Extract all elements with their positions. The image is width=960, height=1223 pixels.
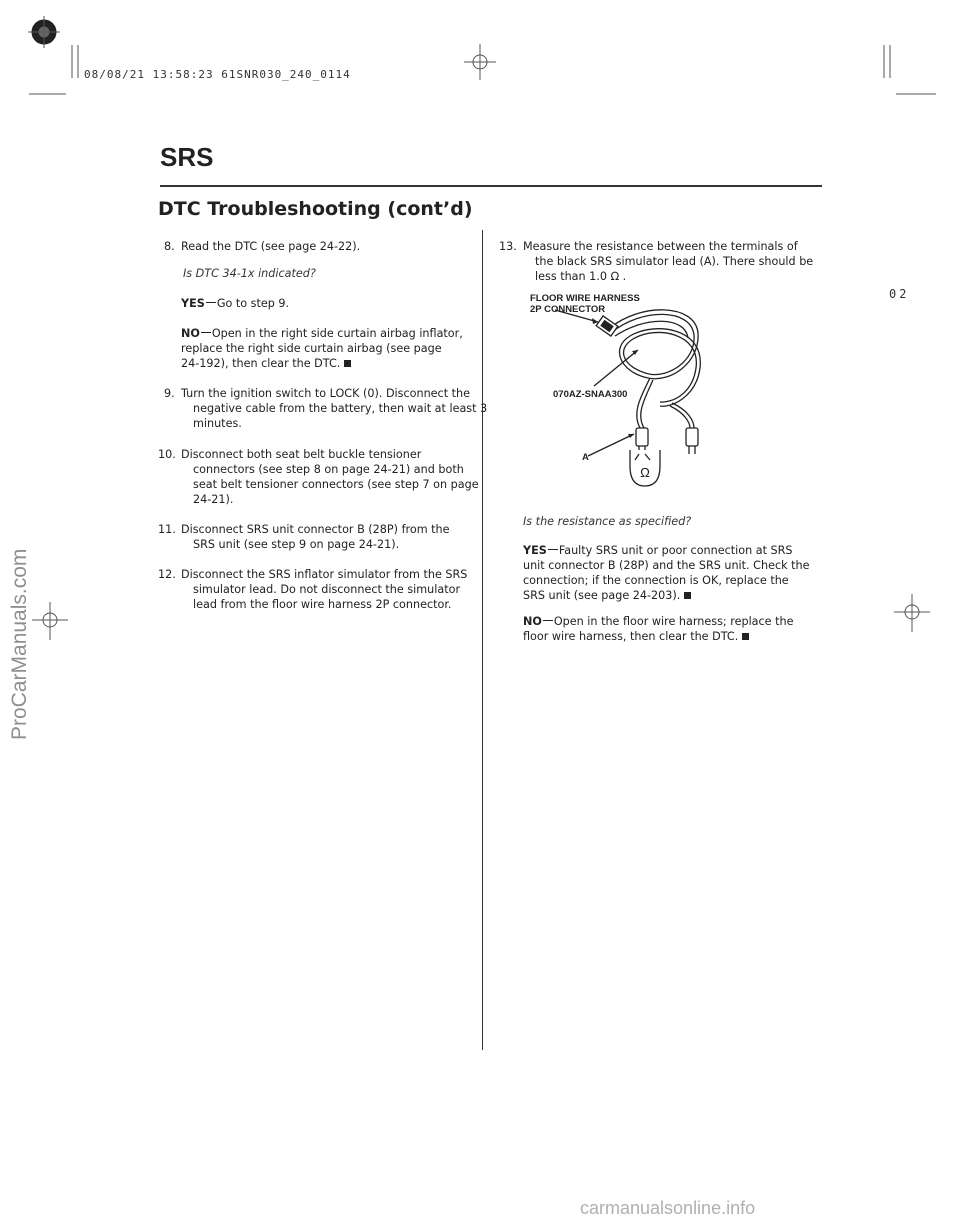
no-label: NO: [523, 615, 542, 628]
end-square-icon: [742, 633, 749, 640]
footer-watermark: carmanualsonline.info: [580, 1198, 756, 1218]
print-stamp: 08/08/21 13:58:23 61SNR030_240_0114: [84, 68, 351, 81]
right-column: [482, 0, 960, 1223]
step-8-question: Is DTC 34-1x indicated?: [183, 267, 316, 280]
step-9-text-2: negative cable from the battery, then wait at least 3: [193, 402, 488, 415]
step-8-number: 8.: [164, 240, 175, 253]
step-12-text-2: simulator lead. Do not disconnect the simulator: [193, 583, 461, 596]
step-12-number: 12.: [158, 568, 176, 581]
end-square-icon: [344, 360, 351, 367]
step-9-text-1: Turn the ignition switch to LOCK (0). Disconnect the: [181, 387, 471, 400]
yes-text-2: unit connector B (28P) and the SRS unit. Check the: [523, 559, 810, 572]
yes-text: Go to step 9.: [216, 297, 290, 310]
step-13-number: 13.: [499, 240, 517, 253]
label-floor-wire-harness: FLOOR WIRE HARNESS: [530, 293, 640, 304]
step-10-text-4: 24-21).: [193, 493, 234, 506]
dash: [206, 302, 216, 303]
no-text-1: Open in the right side curtain airbag inflator,: [211, 327, 463, 340]
step-12-text-3: lead from the floor wire harness 2P connector.: [193, 598, 452, 611]
step-8-no: [181, 326, 463, 341]
ohmmeter-symbol: Ω: [640, 465, 650, 480]
label-2p-connector: 2P CONNECTOR: [530, 304, 606, 315]
yes-label: YES: [181, 297, 205, 310]
side-watermark: ProCarManuals.com: [8, 548, 31, 740]
section-title: SRS: [160, 142, 214, 172]
label-part-number: 070AZ-SNAA300: [553, 389, 628, 400]
no-text-2: replace the right side curtain airbag (see page: [181, 342, 442, 355]
no-label: NO: [181, 327, 200, 340]
end-square-icon: [684, 592, 691, 599]
step-8-yes: [181, 296, 289, 311]
step-9-number: 9.: [164, 387, 175, 400]
no-text-2-line: [523, 629, 749, 644]
label-lead-a: A: [582, 452, 589, 463]
step-13-text-3: less than 1.0 Ω .: [535, 270, 627, 283]
simulator-lead-drawing: [520, 288, 740, 488]
yes-text-4-line: [523, 588, 691, 603]
no-text-3: 24-192), then clear the DTC.: [181, 357, 341, 370]
yes-text-4: SRS unit (see page 24-203).: [523, 589, 681, 602]
dash: [548, 549, 558, 550]
step-10-number: 10.: [158, 448, 176, 461]
step-8-text: Read the DTC (see page 24-22).: [181, 240, 361, 253]
page-title: DTC Troubleshooting (cont’d): [158, 198, 473, 220]
step-10-text-3: seat belt tensioner connectors (see step 7 on page: [193, 478, 479, 491]
step-13-question: Is the resistance as specified?: [523, 515, 692, 528]
step-11-number: 11.: [158, 523, 176, 536]
step-10-text-1: Disconnect both seat belt buckle tensioner: [181, 448, 422, 461]
no-text-2: floor wire harness, then clear the DTC.: [523, 630, 739, 643]
no-text-1: Open in the floor wire harness; replace the: [553, 615, 794, 628]
step-11-text-1: Disconnect SRS unit connector B (28P) from the: [181, 523, 450, 536]
step-13-yes: [523, 543, 793, 558]
yes-label: YES: [523, 544, 547, 557]
no-text-3-line: [181, 356, 351, 371]
dash: [201, 332, 211, 333]
dash: [543, 620, 553, 621]
simulator-lead-figure: [520, 288, 740, 488]
step-13-text-1: Measure the resistance between the terminals of: [523, 240, 798, 253]
yes-text-1: Faulty SRS unit or poor connection at SRS: [558, 544, 793, 557]
step-13-text-2: the black SRS simulator lead (A). There should be: [535, 255, 814, 268]
step-13-no: [523, 614, 793, 629]
step-11-text-2: SRS unit (see step 9 on page 24-21).: [193, 538, 400, 551]
step-9-text-3: minutes.: [193, 417, 242, 430]
step-10-text-2: connectors (see step 8 on page 24-21) and both: [193, 463, 464, 476]
page-marker: 02: [889, 287, 910, 301]
step-12-text-1: Disconnect the SRS inflator simulator from the SRS: [181, 568, 468, 581]
yes-text-3: connection; if the connection is OK, replace the: [523, 574, 789, 587]
